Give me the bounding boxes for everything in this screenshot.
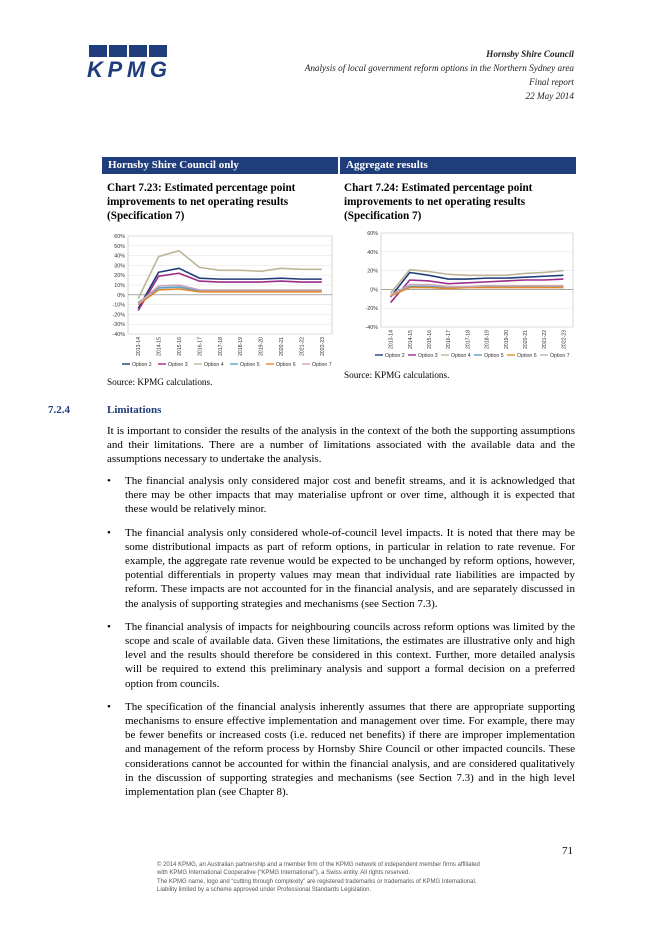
kpmg-logo: [87, 45, 169, 79]
panel-bar-left: Hornsby Shire Council only: [102, 157, 338, 174]
y-tick-label: -40%: [112, 332, 125, 338]
series-line: [391, 288, 564, 296]
intro-paragraph: It is important to consider the results of the analysis in the context of the both the supporting assumptions and their limitations. There are a number of limitations associated with the available data and the assumptions necessary to undertake the analysis.: [107, 425, 575, 466]
x-tick-label: 2017-18: [465, 330, 472, 350]
legend-label: Option 7: [550, 353, 570, 359]
legend-label: Option 4: [451, 353, 471, 359]
series-line: [138, 289, 322, 305]
legend-label: Option 6: [517, 353, 537, 359]
x-tick-label: 2020-21: [279, 337, 285, 357]
legend-label: Option 5: [240, 362, 260, 368]
source-left: Source: KPMG calculations.: [107, 377, 213, 387]
x-tick-label: 2013-14: [136, 337, 143, 357]
header-subtitle: Analysis of local government reform options in the Northern Sydney area: [304, 63, 574, 73]
legend-label: Option 2: [385, 353, 405, 359]
x-tick-label: 2016-17: [446, 330, 453, 350]
chart-caption-right: Chart 7.24: Estimated percentage point improvements to net operating results (Specification 7): [344, 182, 533, 222]
running-header: [305, 47, 574, 103]
legend-label: Option 4: [204, 362, 224, 368]
y-tick-label: -20%: [365, 306, 378, 313]
y-tick-label: -10%: [112, 302, 125, 309]
x-tick-label: 2015-16: [177, 337, 183, 357]
y-tick-label: 40%: [114, 253, 125, 260]
x-tick-label: 2017-18: [217, 337, 224, 357]
list-item: • The financial analysis of impacts for neighbouring councils across reform options was limited by the scope and scale of available data. Given these limitations, the estimates are illustrative only and high level and the results should therefore be considered in this context. Further, more detailed analysis will be required to extend this preliminary analysis and support a formal decision on a preferred option from councils.: [107, 620, 575, 690]
y-tick-label: 40%: [367, 249, 378, 256]
y-tick-label: -20%: [112, 312, 125, 319]
source-right: Source: KPMG calculations.: [344, 370, 450, 380]
x-tick-label: 2016-17: [197, 337, 204, 357]
x-tick-label: 2021-22: [542, 330, 549, 350]
x-tick-label: 2020-21: [523, 330, 529, 350]
page-number: 71: [562, 845, 573, 857]
list-item: • The financial analysis only considered whole-of-council level impacts. It is noted that there may be some distributional impacts as part of reform options, in particular in relation to rate revenue. For example, the aggregate rate revenue would be expected to be unchanged by reform options, however, potential differentials in property values may mean that individual rate liabilities are impacted by reform. These impacts are not accounted for in the financial analysis, and are separately discussed in the analysis of supporting strategies and mechanisms (see Section 7.3).: [107, 526, 575, 610]
footer-line: Liability limited by a scheme approved under Professional Standards Legislation.: [157, 887, 372, 894]
y-tick-label: 20%: [367, 268, 378, 275]
footer: [157, 861, 577, 895]
legend-label: Option 2: [132, 362, 152, 368]
chart-left: [104, 228, 338, 373]
x-tick-label: 2022-23: [319, 337, 326, 357]
legend-label: Option 7: [312, 362, 332, 368]
y-tick-label: 50%: [114, 243, 125, 250]
chart-right: [341, 226, 577, 366]
y-tick-label: 30%: [114, 263, 125, 270]
header-report: Final report: [529, 77, 574, 87]
footer-line: The KPMG name, logo and “cutting through complexity” are registered trademarks or trademarks of KPMG International.: [157, 878, 477, 885]
x-tick-label: 2013-14: [388, 330, 395, 350]
x-tick-label: 2014-15: [407, 330, 414, 350]
x-tick-label: 2019-20: [258, 337, 265, 357]
footer-line: with KPMG International Cooperative (“KPMG International”), a Swiss entity. All rights reserved.: [157, 870, 410, 877]
footer-line: © 2014 KPMG, an Australian partnership and a member firm of the KPMG network of independent member firms affiliated: [157, 862, 480, 868]
y-tick-label: 20%: [114, 273, 125, 280]
y-tick-label: -40%: [365, 325, 378, 331]
legend-label: Option 3: [418, 353, 438, 359]
x-tick-label: 2018-19: [484, 330, 491, 350]
x-tick-label: 2018-19: [238, 337, 245, 357]
header-date: 22 May 2014: [525, 91, 574, 101]
series-line: [391, 279, 564, 303]
y-tick-label: 0%: [117, 292, 125, 299]
panel-bar-right: Aggregate results: [340, 157, 576, 174]
section-number: 7.2.4: [48, 404, 70, 416]
svg-text:KPMG: KPMG: [87, 57, 167, 79]
section-title: Limitations: [107, 404, 162, 416]
y-tick-label: 10%: [114, 283, 125, 289]
y-tick-label: 60%: [114, 234, 125, 240]
header-title: Hornsby Shire Council: [486, 49, 574, 59]
y-tick-label: -30%: [112, 322, 125, 329]
list-item: • The specification of the financial analysis inherently assumes that there are appropriate supporting mechanisms to ensure effective implementation and management over time. For example, there may be fewer benefits or increased costs (i.e. reduced net benefits) if there are improper implementation and management of the reform process by Hornsby Shire Council or other impacted councils. These considerations cannot be accounted for within the financial analysis, and are considered qualitatively in the discussion of supporting strategies and mechanisms (see Section 7.3) and in the high level implementation plan (see Chapter 8).: [107, 700, 575, 799]
legend-label: Option 3: [168, 362, 188, 368]
x-tick-label: 2015-16: [427, 330, 433, 350]
chart-caption-left: Chart 7.23: Estimated percentage point improvements to net operating results (Specification 7): [107, 182, 296, 222]
x-tick-label: 2014-15: [156, 337, 163, 357]
limitations-list: [107, 474, 575, 808]
x-tick-label: 2021-22: [299, 337, 306, 357]
x-tick-label: 2022-23: [561, 330, 568, 350]
legend-label: Option 5: [484, 353, 504, 359]
list-item: • The financial analysis only considered major cost and benefit streams, and it is acknowledged that there may be other impacts that may materialise upfront or over time, although it is expected that these would be relatively minor.: [107, 475, 575, 516]
y-tick-label: 0%: [370, 287, 378, 294]
legend-label: Option 6: [276, 362, 296, 368]
x-tick-label: 2019-20: [503, 330, 510, 350]
y-tick-label: 60%: [367, 231, 378, 237]
